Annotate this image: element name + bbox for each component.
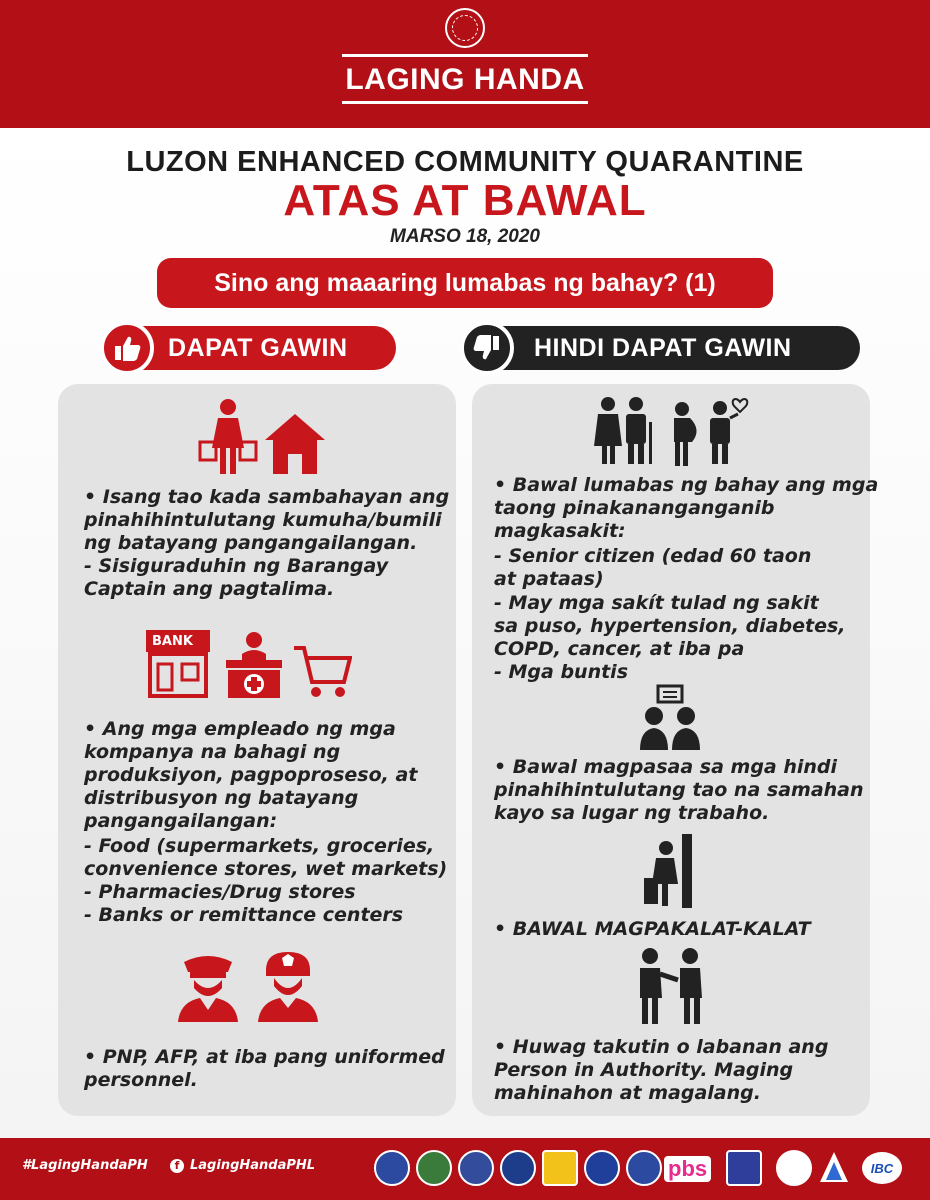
header-banner bbox=[0, 0, 930, 128]
agency-logo-icon bbox=[626, 1150, 662, 1186]
left-section3-line: personnel. bbox=[84, 1069, 198, 1091]
divider bbox=[342, 101, 588, 104]
left-section2-line: pangangailangan: bbox=[84, 810, 278, 832]
right-section1-line: - Mga buntis bbox=[494, 661, 629, 683]
thumbs-down-icon bbox=[460, 321, 514, 375]
police-officer-icon bbox=[176, 950, 240, 1024]
government-seal-icon bbox=[445, 8, 485, 48]
dapat-gawin-label: DAPAT GAWIN bbox=[168, 333, 348, 362]
elderly-couple-icon bbox=[592, 396, 654, 466]
left-section3-line: • PNP, AFP, at iba pang uniformed bbox=[84, 1046, 445, 1068]
no-companion-icon bbox=[638, 684, 702, 750]
right-section1-line: • Bawal lumabas ng bahay ang mga bbox=[494, 474, 879, 496]
left-section2-line: - Food (supermarkets, groceries, bbox=[84, 835, 435, 857]
left-section2-line: distribusyon ng batayang bbox=[84, 787, 359, 809]
brand-title: LAGING HANDA bbox=[345, 63, 585, 96]
facebook-icon: f bbox=[170, 1159, 184, 1173]
hindi-dapat-gawin-label: HINDI DAPAT GAWIN bbox=[534, 333, 792, 362]
left-section2-line: • Ang mga empleado ng mga bbox=[84, 718, 396, 740]
left-section2-line: - Pharmacies/Drug stores bbox=[84, 881, 356, 903]
right-section2-line: pinahihintulutang tao na samahan bbox=[494, 779, 864, 801]
pharmacy-counter-icon bbox=[222, 630, 286, 700]
left-section1-line: Captain ang pagtalima. bbox=[84, 578, 335, 600]
shopper-icon bbox=[198, 398, 258, 476]
agency-logo-icon bbox=[500, 1150, 536, 1186]
facebook-handle: LagingHandaPHL bbox=[190, 1158, 316, 1173]
agency-logo-icon bbox=[584, 1150, 620, 1186]
divider bbox=[342, 54, 588, 57]
page-title: LUZON ENHANCED COMMUNITY QUARANTINE bbox=[126, 146, 804, 178]
question-banner: Sino ang maaaring lumabas ng bahay? (1) bbox=[157, 258, 773, 308]
soldier-icon bbox=[256, 950, 320, 1024]
agency-logo-icon bbox=[818, 1150, 850, 1184]
pbs-logo: pbs bbox=[664, 1156, 711, 1182]
right-section2-line: • Bawal magpasaa sa mga hindi bbox=[494, 756, 838, 778]
footer-bar bbox=[0, 1138, 930, 1200]
right-section1-line: - Senior citizen (edad 60 taon bbox=[494, 545, 812, 567]
right-section4-line: • Huwag takutin o labanan ang bbox=[494, 1036, 829, 1058]
left-section1-line: • Isang tao kada sambahayan ang bbox=[84, 486, 450, 508]
page-subtitle: ATAS AT BAWAL bbox=[283, 176, 647, 225]
pregnant-woman-icon bbox=[668, 402, 702, 466]
right-section1-line: magkasakit: bbox=[494, 520, 626, 542]
agency-logo-icon bbox=[416, 1150, 452, 1186]
agency-logo-icon bbox=[374, 1150, 410, 1186]
right-section2-line: kayo sa lugar ng trabaho. bbox=[494, 802, 770, 824]
shopping-cart-icon bbox=[292, 644, 352, 700]
right-section1-line: at pataas) bbox=[494, 568, 604, 590]
right-section1-line: COPD, cancer, at iba pa bbox=[494, 638, 745, 660]
right-section4-line: Person in Authority. Maging bbox=[494, 1059, 794, 1081]
ibc-logo: IBC bbox=[862, 1152, 902, 1184]
date-label: MARSO 18, 2020 bbox=[390, 226, 540, 247]
thumbs-up-icon bbox=[100, 321, 154, 375]
loitering-person-icon bbox=[642, 834, 694, 908]
left-section2-line: convenience stores, wet markets) bbox=[84, 858, 448, 880]
left-section1-line: pinahihintulutang kumuha/bumili bbox=[84, 509, 442, 531]
left-section1-line: - Sisiguraduhin ng Barangay bbox=[84, 555, 389, 577]
agency-logo-icon bbox=[726, 1150, 762, 1186]
sick-person-heart-icon bbox=[706, 396, 750, 466]
dapat-gawin-heading bbox=[102, 326, 396, 370]
right-section3-line: • BAWAL MAGPAKALAT-KALAT bbox=[494, 918, 811, 940]
agency-logo-icon bbox=[776, 1150, 812, 1186]
facebook-link[interactable] bbox=[170, 1158, 315, 1173]
left-section1-line: ng batayang pangangailangan. bbox=[84, 532, 418, 554]
bank-sign: BANK bbox=[152, 634, 193, 649]
hindi-dapat-gawin-heading bbox=[462, 326, 860, 370]
right-section1-line: - May mga sakít tulad ng sakit bbox=[494, 592, 819, 614]
confrontation-icon bbox=[632, 946, 710, 1026]
right-section1-line: taong pinakananganganib bbox=[494, 497, 775, 519]
left-section2-line: produksiyon, pagpoproseso, at bbox=[84, 764, 418, 786]
left-section2-line: - Banks or remittance centers bbox=[84, 904, 404, 926]
house-icon bbox=[262, 410, 328, 476]
right-section1-line: sa puso, hypertension, diabetes, bbox=[494, 615, 846, 637]
hashtag-label: #LagingHandaPH bbox=[22, 1158, 148, 1173]
agency-logo-icon bbox=[542, 1150, 578, 1186]
left-section2-line: kompanya na bahagi ng bbox=[84, 741, 341, 763]
right-section4-line: mahinahon at magalang. bbox=[494, 1082, 761, 1104]
agency-logo-icon bbox=[458, 1150, 494, 1186]
